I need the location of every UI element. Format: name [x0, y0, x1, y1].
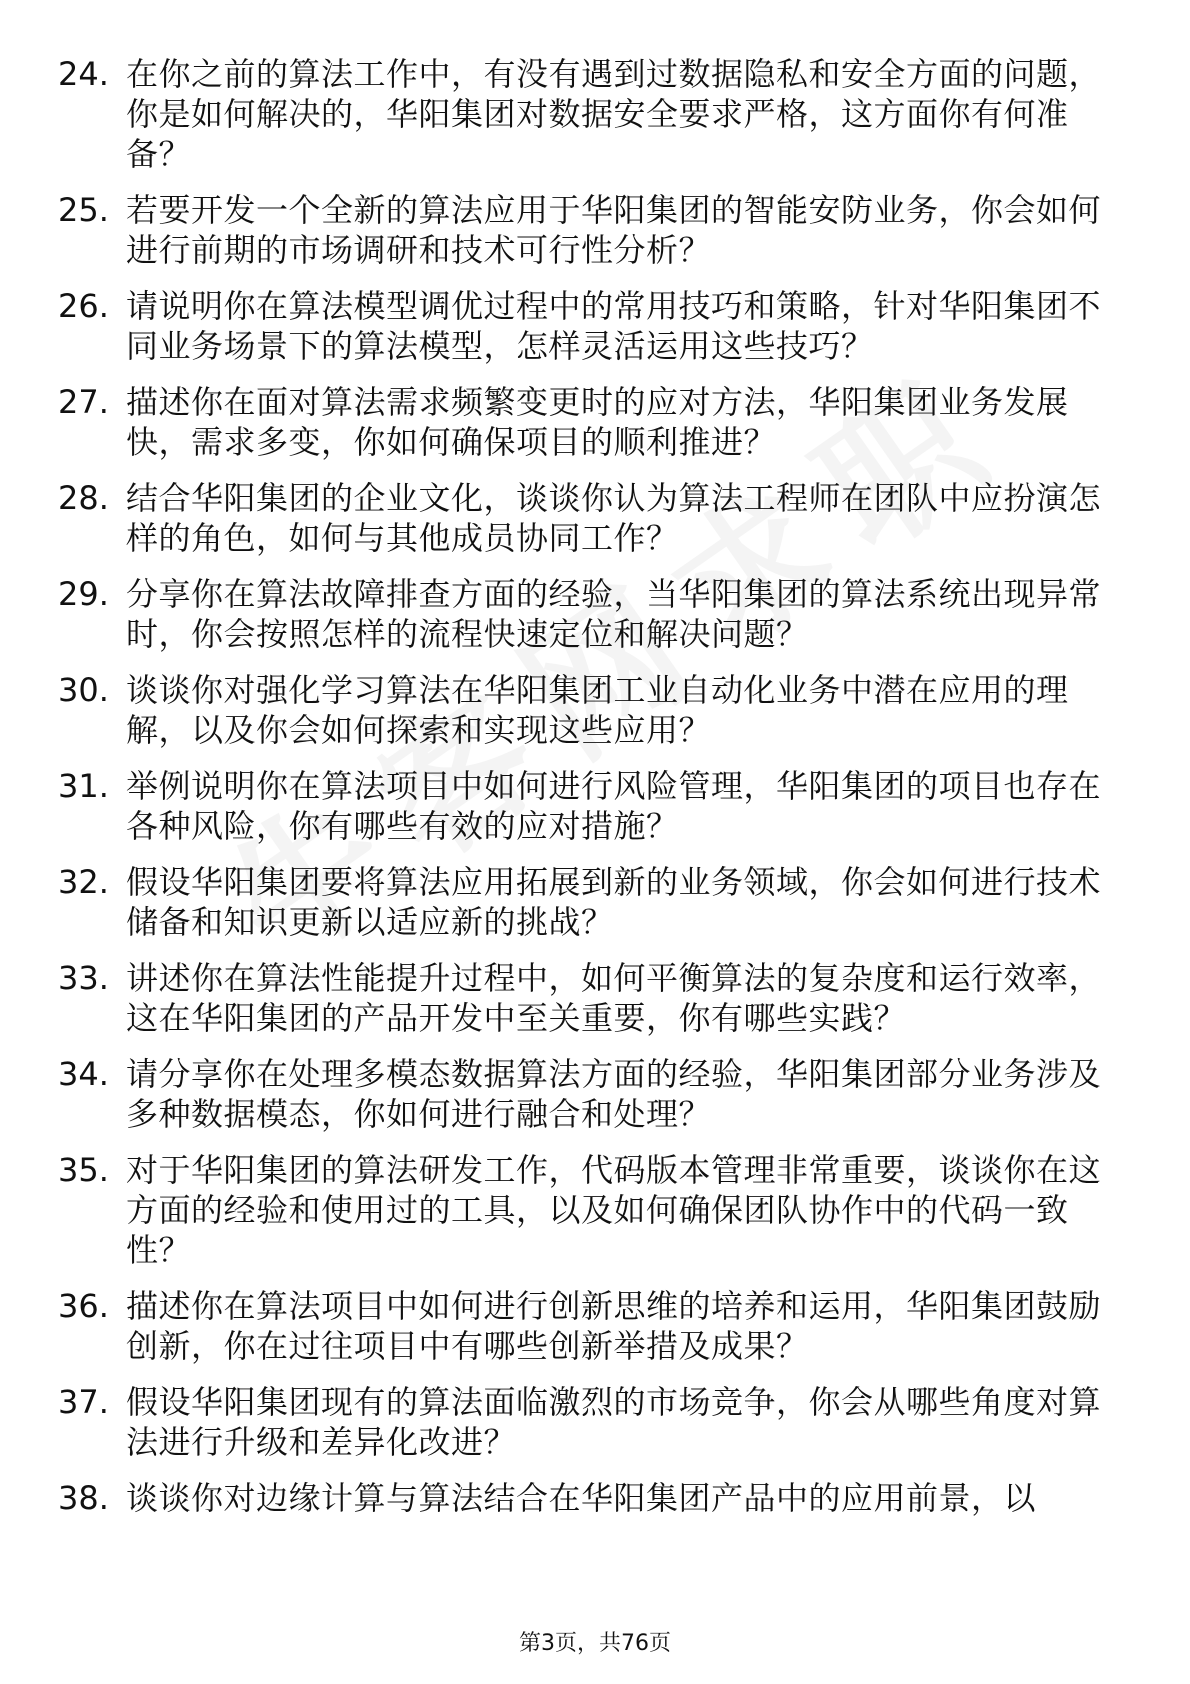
list-item — [58, 382, 1118, 462]
page-number-label: 第3页，共76页 — [519, 1631, 671, 1656]
question-number: 27. — [58, 383, 109, 421]
question-text: 讲述你在算法性能提升过程中，如何平衡算法的复杂度和运行效率，这在华阳集团的产品开发中至关重要，你有哪些实践？ — [126, 959, 1102, 1037]
question-text: 对于华阳集团的算法研发工作，代码版本管理非常重要，谈谈你在这方面的经验和使用过的工具，以及如何确保团队协作中的代码一致性？ — [126, 1151, 1102, 1269]
question-text: 假设华阳集团现有的算法面临激烈的市场竞争，你会从哪些角度对算法进行升级和差异化改进？ — [126, 1383, 1102, 1461]
list-item — [58, 862, 1118, 942]
question-text: 在你之前的算法工作中，有没有遇到过数据隐私和安全方面的问题，你是如何解决的，华阳集团对数据安全要求严格，这方面你有何准备？ — [126, 55, 1102, 173]
list-item — [58, 190, 1118, 270]
question-text: 举例说明你在算法项目中如何进行风险管理，华阳集团的项目也存在各种风险，你有哪些有效的应对措施？ — [126, 767, 1102, 845]
question-text: 分享你在算法故障排查方面的经验，当华阳集团的算法系统出现异常时，你会按照怎样的流程快速定位和解决问题？ — [126, 575, 1102, 653]
list-item — [58, 286, 1118, 366]
list-item — [58, 478, 1118, 558]
question-text: 若要开发一个全新的算法应用于华阳集团的智能安防业务，你会如何进行前期的市场调研和技术可行性分析？ — [126, 191, 1102, 269]
question-text: 请分享你在处理多模态数据算法方面的经验，华阳集团部分业务涉及多种数据模态，你如何进行融合和处理？ — [126, 1055, 1102, 1133]
list-item — [58, 1054, 1118, 1134]
list-item — [58, 1478, 1118, 1518]
list-item — [58, 670, 1118, 750]
question-number: 25. — [58, 191, 109, 229]
question-number: 30. — [58, 671, 109, 709]
question-number: 29. — [58, 575, 109, 613]
question-text: 结合华阳集团的企业文化，谈谈你认为算法工程师在团队中应扮演怎样的角色，如何与其他成员协同工作？ — [126, 479, 1102, 557]
question-number: 35. — [58, 1151, 109, 1189]
question-number: 38. — [58, 1479, 109, 1517]
question-number: 37. — [58, 1383, 109, 1421]
list-item — [58, 958, 1118, 1038]
page-footer — [0, 1630, 1190, 1658]
question-number: 24. — [58, 55, 109, 93]
question-number: 32. — [58, 863, 109, 901]
question-text: 描述你在面对算法需求频繁变更时的应对方法，华阳集团业务发展快，需求多变，你如何确保项目的顺利推进？ — [126, 383, 1069, 461]
question-text: 请说明你在算法模型调优过程中的常用技巧和策略，针对华阳集团不同业务场景下的算法模型，怎样灵活运用这些技巧？ — [126, 287, 1102, 365]
question-number: 34. — [58, 1055, 109, 1093]
question-number: 28. — [58, 479, 109, 517]
list-item — [58, 1286, 1118, 1366]
question-number: 36. — [58, 1287, 109, 1325]
question-text: 描述你在算法项目中如何进行创新思维的培养和运用，华阳集团鼓励创新，你在过往项目中有哪些创新举措及成果？ — [126, 1287, 1102, 1365]
question-text: 谈谈你对强化学习算法在华阳集团工业自动化业务中潜在应用的理解，以及你会如何探索和实现这些应用？ — [126, 671, 1069, 749]
list-item — [58, 574, 1118, 654]
question-number: 26. — [58, 287, 109, 325]
question-list — [58, 54, 1118, 1534]
question-number: 31. — [58, 767, 109, 805]
question-text: 谈谈你对边缘计算与算法结合在华阳集团产品中的应用前景，以 — [126, 1479, 1037, 1517]
list-item — [58, 1150, 1118, 1270]
list-item — [58, 1382, 1118, 1462]
list-item — [58, 766, 1118, 846]
question-text: 假设华阳集团要将算法应用拓展到新的业务领域，你会如何进行技术储备和知识更新以适应新的挑战？ — [126, 863, 1102, 941]
list-item — [58, 54, 1118, 174]
question-number: 33. — [58, 959, 109, 997]
